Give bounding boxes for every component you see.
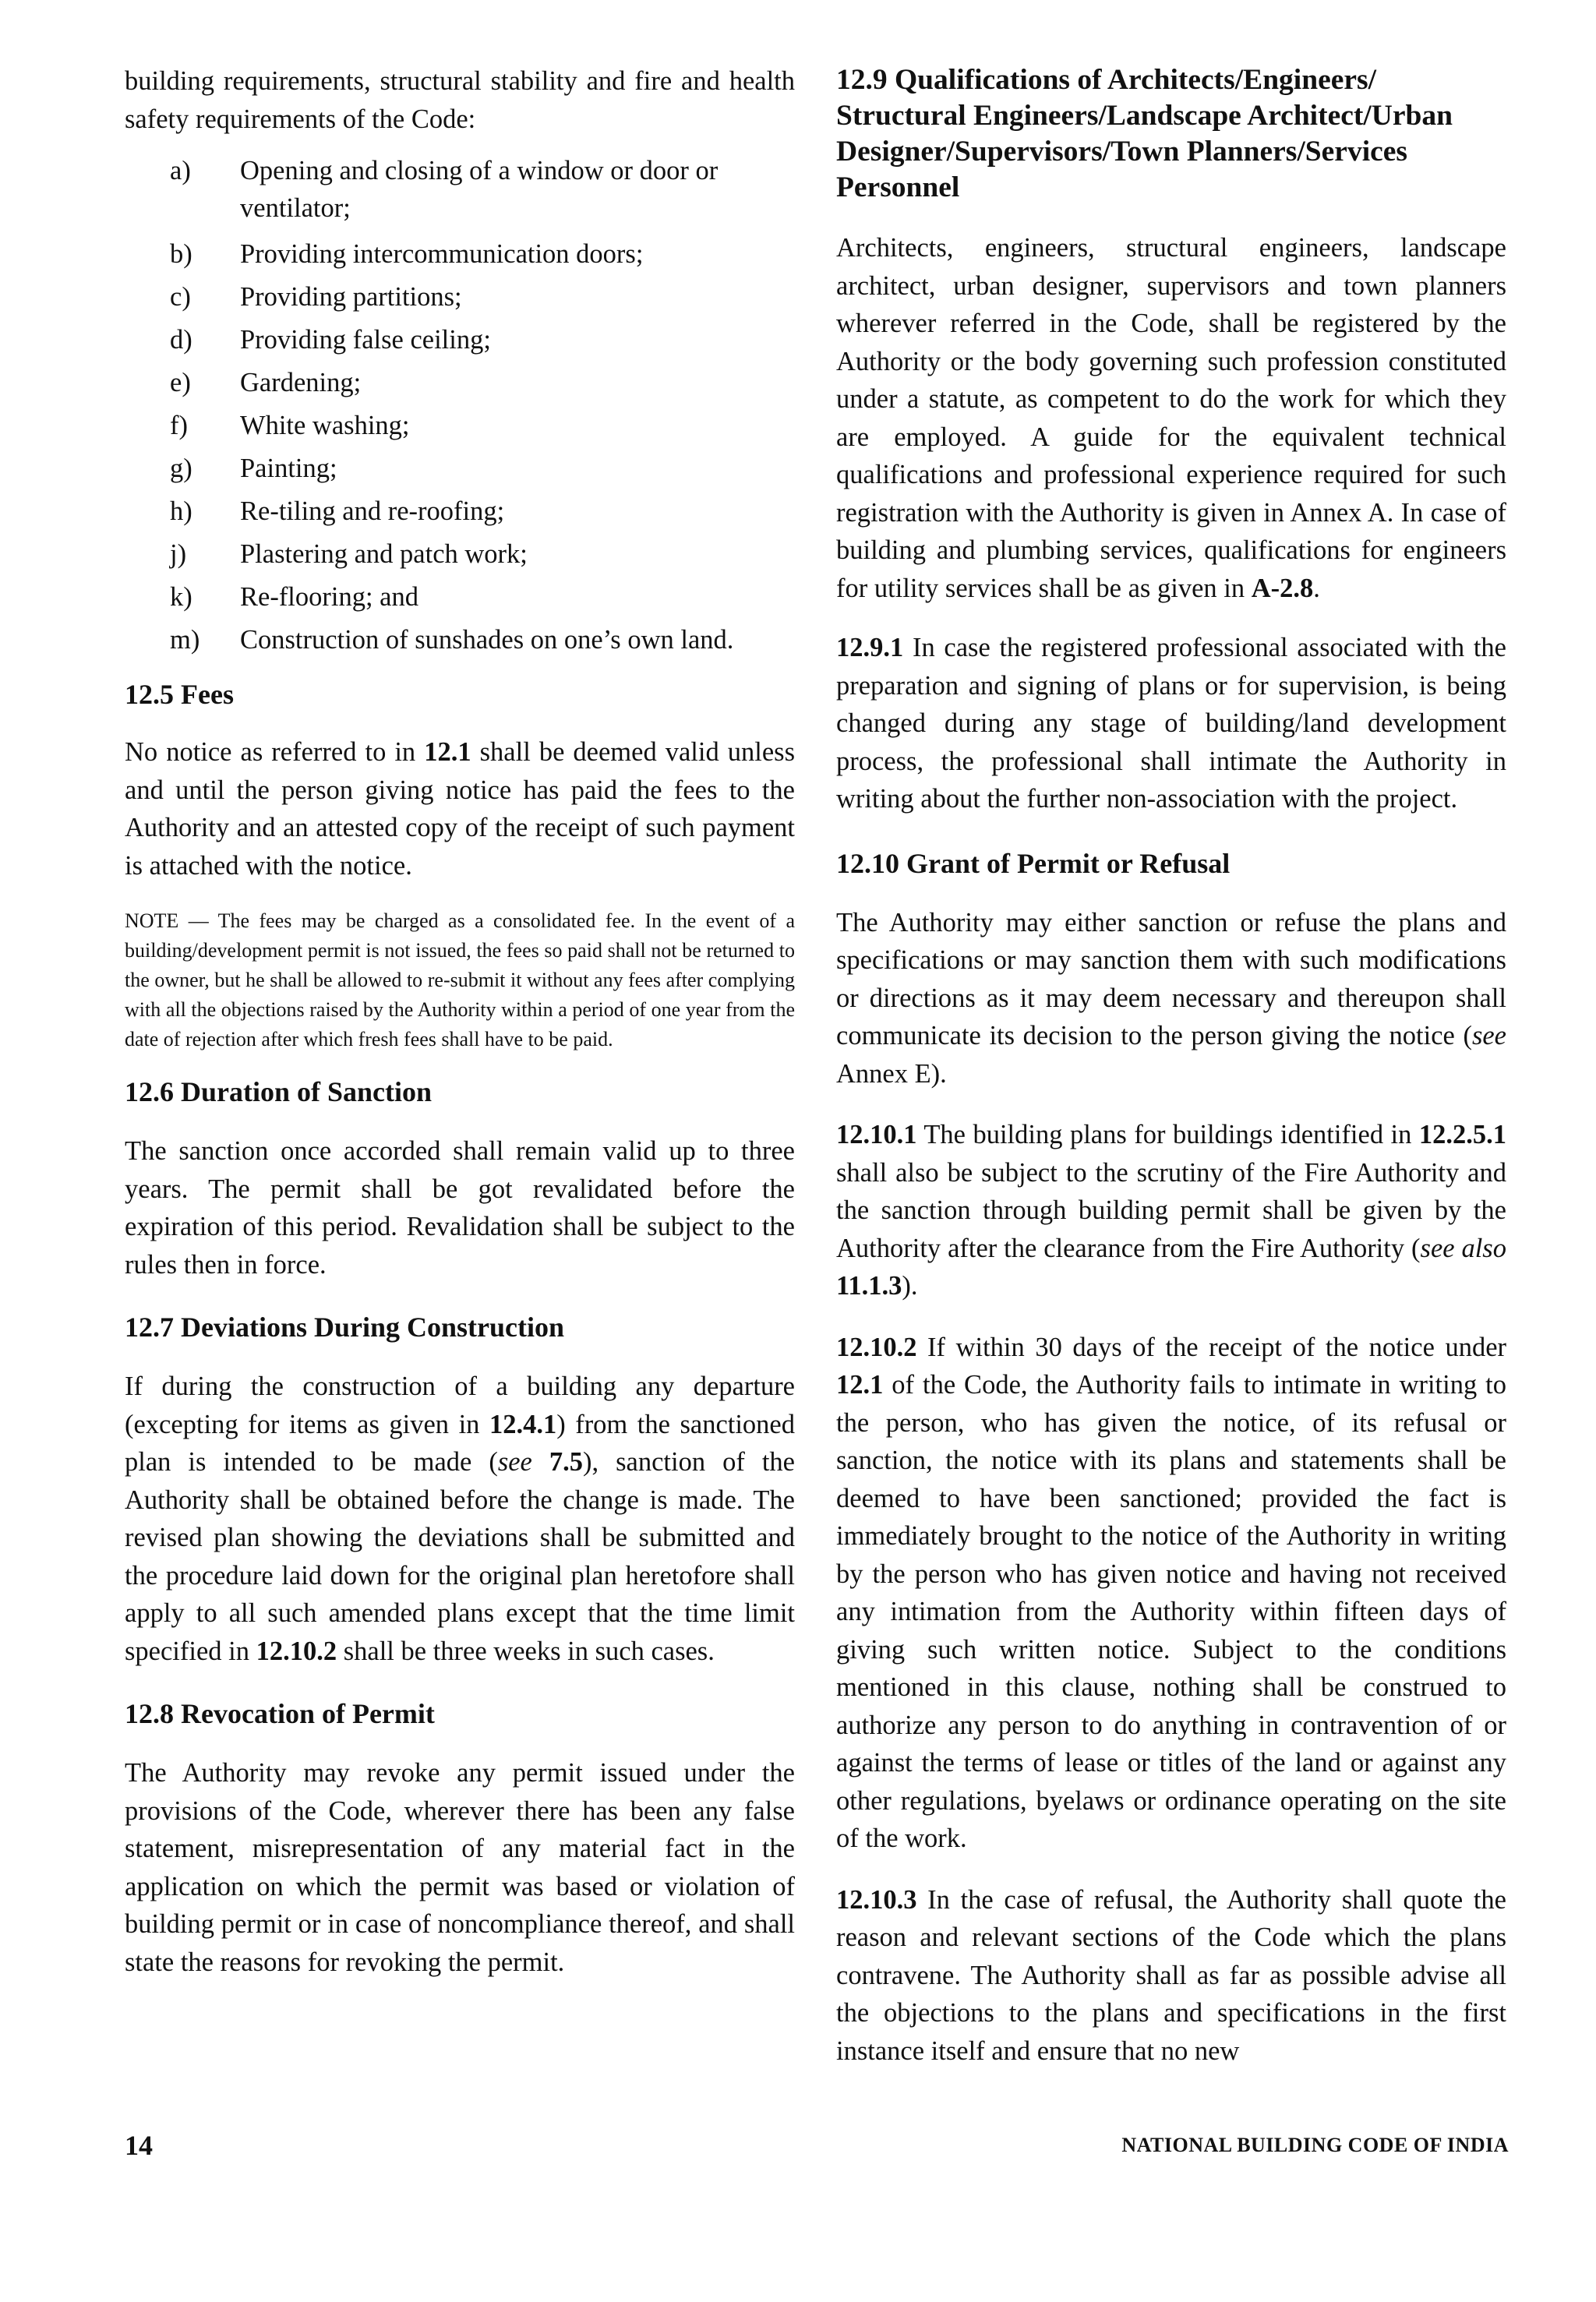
list-item-label: a)	[170, 156, 191, 185]
page-footer	[0, 2129, 1596, 2176]
list-item-label: g)	[170, 454, 192, 483]
fees-note: NOTE — The fees may be charged as a consolidated fee. In the event of a building/development permit is not issued, the fees so paid shall not be returned to the owner, but he shall be allowed to re-submit it without any fees after complying with all the objections raised by the Authority within a period of one year from the date of rejection after which fresh fees shall have to be paid.	[125, 909, 795, 1050]
fees-paragraph: No notice as referred to in 12.1 shall be deemed valid unless and until the person giving notice has paid the fees to the Authority and an attested copy of the receipt of such payment is attached with the notice.	[125, 737, 795, 881]
section-heading-deviations: 12.7 Deviations During Construction	[125, 1312, 565, 1343]
list-item-text: Construction of sunshades on one’s own land.	[240, 625, 734, 655]
section-heading-revocation: 12.8 Revocation of Permit	[125, 1698, 435, 1729]
list-item-text: Re-flooring; and	[240, 582, 418, 612]
list-item	[170, 490, 795, 533]
list-item	[170, 152, 795, 227]
list-item-text: Providing false ceiling;	[240, 325, 491, 355]
list-item-label: b)	[170, 239, 192, 269]
list-item-text: White washing;	[240, 411, 410, 440]
list-item-text: Gardening;	[240, 368, 362, 397]
list-item-label: k)	[170, 582, 192, 612]
grant-clause-12-10-1: 12.10.1 The building plans for buildings identified in 12.2.5.1 shall also be subject to the scrutiny of the Fire Authority and the sanction through building permit shall be given by the Authority after the clearance from the Fire Authority (see also 11.1.3).	[836, 1120, 1506, 1301]
list-item-text: Providing intercommunication doors;	[240, 239, 644, 269]
list-item-label: d)	[170, 325, 192, 355]
section-heading-grant: 12.10 Grant of Permit or Refusal	[836, 847, 1231, 879]
duration-paragraph: The sanction once accorded shall remain valid up to three years. The permit shall be got revalidated before the expiration of this period. Revalidation shall be subject to the rules then in force.	[125, 1136, 795, 1280]
grant-clause-12-10-3: 12.10.3 In the case of refusal, the Authority shall quote the reason and relevant sections of the Code which the plans contravene. The Authority shall as far as possible advise all the objections to the plans and specifications in the first instance itself and ensure that no new	[836, 1884, 1506, 2066]
qualifications-clause-12-9-1: 12.9.1 In case the registered professional associated with the preparation and signing of plans or for supervision, is being changed during any stage of building/land development process, the professional shall intimate the Authority in writing about the further non-association with the project.	[836, 633, 1506, 814]
list-item	[170, 404, 795, 447]
list-item-label: f)	[170, 411, 188, 440]
list-item	[170, 576, 795, 619]
grant-paragraph: The Authority may either sanction or refuse the plans and specifications or may sanction them with such modifications or directions as it may deem necessary and thereupon shall communicate its decision to the person giving the notice (see Annex E).	[836, 907, 1506, 1089]
section-heading-qualifications: 12.9 Qualifications of Architects/Engineers/ Structural Engineers/Landscape Architect/Urban Designer/Supervisors/Town Planners/Services Personnel	[836, 64, 1453, 203]
list-item-label: m)	[170, 625, 200, 655]
left-column	[125, 62, 795, 2003]
section-heading-fees: 12.5 Fees	[125, 679, 234, 710]
running-title: NATIONAL BUILDING CODE OF INDIA	[1121, 2134, 1509, 2156]
section-heading-duration: 12.6 Duration of Sanction	[125, 1076, 433, 1107]
right-column	[836, 62, 1506, 2092]
list-item-text: Providing partitions;	[240, 282, 462, 312]
list-item-label: c)	[170, 282, 191, 312]
list-item	[170, 362, 795, 404]
exemption-list	[170, 152, 795, 662]
list-item	[170, 447, 795, 490]
grant-clause-12-10-2: 12.10.2 If within 30 days of the receipt of the notice under 12.1 of the Code, the Authority fails to intimate in writing to the person, who has given the notice, of its refusal or sanction, the notice with its plans and statements shall be deemed to have been sanctioned; provided the fact is immediately brought to the notice of the Authority in writing by the person who has given notice and having not received any intimation from the Authority within fifteen days of giving such written notice. Subject to the conditions mentioned in this clause, nothing shall be construed to authorize any person to do anything in contravention of or against the terms of lease or titles of the land or against any other regulations, byelaws or ordinance operating on the site of the work.	[836, 1332, 1506, 1853]
page-number: 14	[125, 2130, 153, 2161]
list-item-text: Painting;	[240, 454, 337, 483]
deviations-paragraph: If during the construction of a building any departure (excepting for items as given in 12.4.1) from the sanctioned plan is intended to be made (see 7.5), sanction of the Authority shall be obtained before the change is made. The revised plan showing the deviations shall be submitted and the procedure laid down for the original plan heretofore shall apply to all such amended plans except that the time limit specified in 12.10.2 shall be three weeks in such cases.	[125, 1372, 795, 1666]
qualifications-paragraph: Architects, engineers, structural engineers, landscape architect, urban designer, supervisors and town planners wherever referred in the Code, shall be registered by the Authority or the body governing such profession constituted under a statute, as competent to do the work for which they are employed. A guide for the equivalent technical qualifications and professional experience required for such registration with the Authority is given in Annex A. In case of building and plumbing services, qualifications for engineers for utility services shall be as given in A-2.8.	[836, 233, 1506, 603]
revocation-paragraph: The Authority may revoke any permit issued under the provisions of the Code, wherever there has been any false statement, misrepresentation of any material fact in the application on which the permit was based or violation of building permit or in case of noncompliance thereof, and shall state the reasons for revoking the permit.	[125, 1758, 795, 1977]
list-item-text: Opening and closing of a window or door or ventilator;	[240, 156, 719, 223]
intro-paragraph: building requirements, structural stability and fire and health safety requirements of the Code:	[125, 66, 795, 134]
list-item	[170, 533, 795, 576]
list-item-text: Plastering and patch work;	[240, 539, 528, 569]
list-item	[170, 619, 795, 662]
list-item-label: e)	[170, 368, 191, 397]
list-item	[170, 276, 795, 319]
list-item-label: j)	[170, 539, 187, 569]
list-item	[170, 319, 795, 362]
list-item-text: Re-tiling and re-roofing;	[240, 496, 505, 526]
list-item-label: h)	[170, 496, 192, 526]
list-item	[170, 233, 795, 276]
